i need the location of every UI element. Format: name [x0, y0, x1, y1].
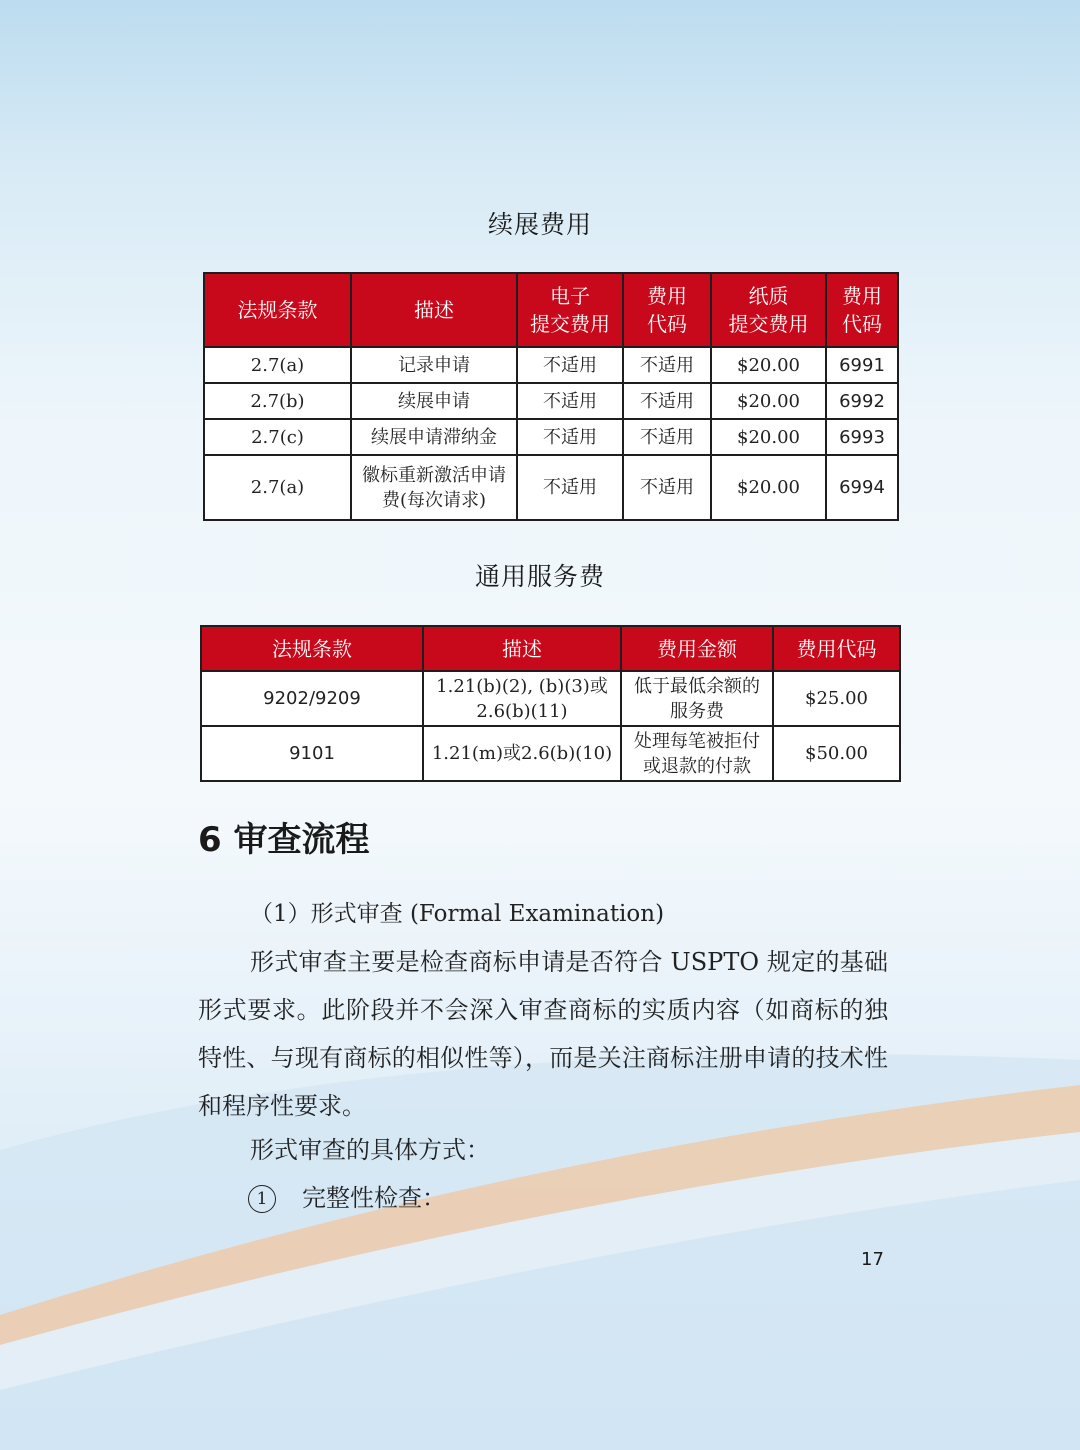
paper-fee-cell: $20.00: [711, 347, 826, 383]
paper-code-cell: 6991: [826, 347, 898, 383]
paper-fee-cell: $20.00: [711, 455, 826, 520]
table-row: [204, 347, 898, 383]
description-cell: 记录申请: [351, 347, 517, 383]
paper-fee-cell: $20.00: [711, 383, 826, 419]
header-paper-fee: 纸质 提交费用: [711, 273, 826, 347]
amount-description-cell: 处理每笔被拒付 或退款的付款: [621, 726, 773, 781]
description-cell: 1.21(b)(2), (b)(3)或 2.6(b)(11): [423, 671, 621, 726]
header-rule: 法规条款: [201, 626, 423, 671]
section-heading: 6 审查流程: [198, 820, 370, 860]
paper-code-cell: 6993: [826, 419, 898, 455]
section-subheading: （1）形式审查 (Formal Examination): [250, 901, 665, 927]
table-row: [204, 383, 898, 419]
header-fee-amount: 费用金额: [621, 626, 773, 671]
description-cell: 徽标重新激活申请 费(每次请求): [351, 455, 517, 520]
electronic-fee-cell: 不适用: [517, 383, 623, 419]
electronic-fee-cell: 不适用: [517, 419, 623, 455]
fee-cell: $50.00: [773, 726, 900, 781]
amount-description-cell: 低于最低余额的 服务费: [621, 671, 773, 726]
header-electronic-fee: 电子 提交费用: [517, 273, 623, 347]
code-cell: 9101: [201, 726, 423, 781]
header-electronic-code: 费用 代码: [623, 273, 711, 347]
header-paper-code: 费用 代码: [826, 273, 898, 347]
description-cell: 续展申请: [351, 383, 517, 419]
paper-code-cell: 6994: [826, 455, 898, 520]
electronic-code-cell: 不适用: [623, 419, 711, 455]
service-fees-title: 通用服务费: [474, 562, 605, 591]
circled-number: 1: [248, 1185, 276, 1213]
list-item: [248, 1178, 446, 1213]
methods-label: 形式审查的具体方式：: [250, 1136, 490, 1164]
rule-cell: 2.7(c): [204, 419, 351, 455]
table-row: [204, 419, 898, 455]
code-cell: 9202/9209: [201, 671, 423, 726]
description-cell: 续展申请滞纳金: [351, 419, 517, 455]
rule-cell: 2.7(b): [204, 383, 351, 419]
header-description: 描述: [423, 626, 621, 671]
rule-cell: 2.7(a): [204, 455, 351, 520]
description-cell: 1.21(m)或2.6(b)(10): [423, 726, 621, 781]
electronic-fee-cell: 不适用: [517, 347, 623, 383]
table-row: [201, 726, 900, 781]
header-rule: 法规条款: [204, 273, 351, 347]
renewal-fees-table: [203, 272, 899, 521]
fee-cell: $25.00: [773, 671, 900, 726]
renewal-header-row: [204, 273, 898, 347]
body-paragraph: 形式审查主要是检查商标申请是否符合 USPTO 规定的基础形式要求。此阶段并不会深入审查商标的实质内容（如商标的独特性、与现有商标的相似性等），而是关注商标注册申请的技术性和程序性要求。: [198, 948, 888, 1120]
header-fee-code: 费用代码: [773, 626, 900, 671]
paper-code-cell: 6992: [826, 383, 898, 419]
item-text: 完整性检查：: [302, 1184, 446, 1212]
electronic-code-cell: 不适用: [623, 455, 711, 520]
renewal-fees-title: 续展费用: [487, 210, 592, 239]
service-header-row: [201, 626, 900, 671]
table-row: [201, 671, 900, 726]
service-fees-table: [200, 625, 901, 782]
page-number: 17: [861, 1249, 884, 1270]
rule-cell: 2.7(a): [204, 347, 351, 383]
electronic-fee-cell: 不适用: [517, 455, 623, 520]
electronic-code-cell: 不适用: [623, 383, 711, 419]
paper-fee-cell: $20.00: [711, 419, 826, 455]
header-description: 描述: [351, 273, 517, 347]
table-row: [204, 455, 898, 520]
electronic-code-cell: 不适用: [623, 347, 711, 383]
